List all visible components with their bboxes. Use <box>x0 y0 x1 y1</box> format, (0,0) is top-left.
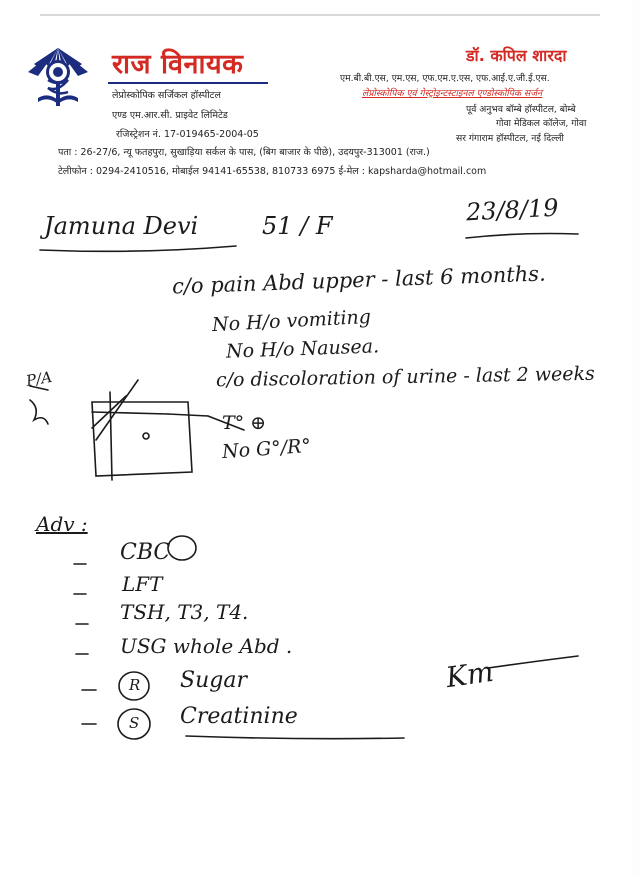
brand-underline <box>108 82 268 84</box>
exam-label: P/A <box>24 367 54 391</box>
date-underline <box>466 234 578 239</box>
hospital-logo-icon <box>18 42 98 110</box>
experience-line-3: सर गंगाराम हॉस्पीटल, नई दिल्ली <box>456 133 564 144</box>
complaint-3: No H/o Nausea. <box>225 335 380 363</box>
patient-name-underline <box>40 246 236 251</box>
complaint-4: c/o discoloration of urine - last 2 weeks <box>215 362 595 392</box>
phone-email-line: टेलीफोन : 0294-2410516, मोबाईल 94141-65538, 810733 6975 ई-मेल : kapsharda@hotmail.com <box>58 166 487 177</box>
investigation-cbc: CBC <box>120 540 171 565</box>
exam-finding-1: T° ⊕ <box>222 412 267 434</box>
patient-name: Jamuna Devi <box>44 212 199 240</box>
investigation-usg: USG whole Abd . <box>120 634 293 658</box>
investigation-tsh: TSH, T3, T4. <box>120 600 249 624</box>
investigation-lft: LFT <box>122 572 163 596</box>
experience-line-2: गोवा मेडिकल कॉलेज, गोवा <box>496 118 587 129</box>
note-date: 23/8/19 <box>465 193 560 227</box>
complaint-1: c/o pain Abd upper - last 6 months. <box>171 261 547 299</box>
doctor-specialty: लेप्रोस्कोपिक एवं गेस्ट्रोइन्टस्टाइनल एण्डोस्कोपिक सर्जन <box>362 88 543 99</box>
doctor-qualifications: एम.बी.बी.एस, एम.एस, एफ.एम.ए.एस, एफ.आई.ए.जी.ई.एस. <box>340 73 550 84</box>
advice-label: Adv : <box>36 512 88 536</box>
company-name: एण्ड एम.आर.सी. प्राइवेट लिमिटेड <box>112 110 228 121</box>
top-scan-line <box>40 14 600 16</box>
doctor-signature: Km <box>443 654 496 695</box>
hospital-name: राज विनायक <box>112 49 244 80</box>
exam-finding-2: No G°/R° <box>221 434 312 464</box>
creatinine-underline <box>186 736 404 739</box>
circle-cbc <box>168 536 196 560</box>
investigation-creatinine: Creatinine <box>180 704 298 729</box>
investigation-sugar: Sugar <box>180 668 247 693</box>
abdomen-diagram <box>92 402 192 476</box>
registration-number: रजिस्ट्रेशन नं. 17-019465-2004-05 <box>116 129 259 140</box>
bullet-mark-r: R <box>129 676 141 694</box>
bullet-mark-s: S <box>129 714 140 732</box>
complaint-2: No H/o vomiting <box>211 305 372 337</box>
address-line: पता : 26-27/6, न्यू फतहपुरा, सुखाड़िया सर्कल के पास, (बिग बाजार के पीछे), उदयपुर-313001 (राज.) <box>58 147 430 158</box>
patient-age-sex: 51 / F <box>262 212 333 240</box>
doctor-name: डॉ. कपिल शारदा <box>466 46 567 65</box>
experience-line-1: पूर्व अनुभव बॉम्बे हॉस्पीटल, बोम्बे <box>466 104 576 115</box>
hospital-type: लेप्रोस्कोपिक सर्जिकल हॉस्पीटल <box>112 90 221 101</box>
